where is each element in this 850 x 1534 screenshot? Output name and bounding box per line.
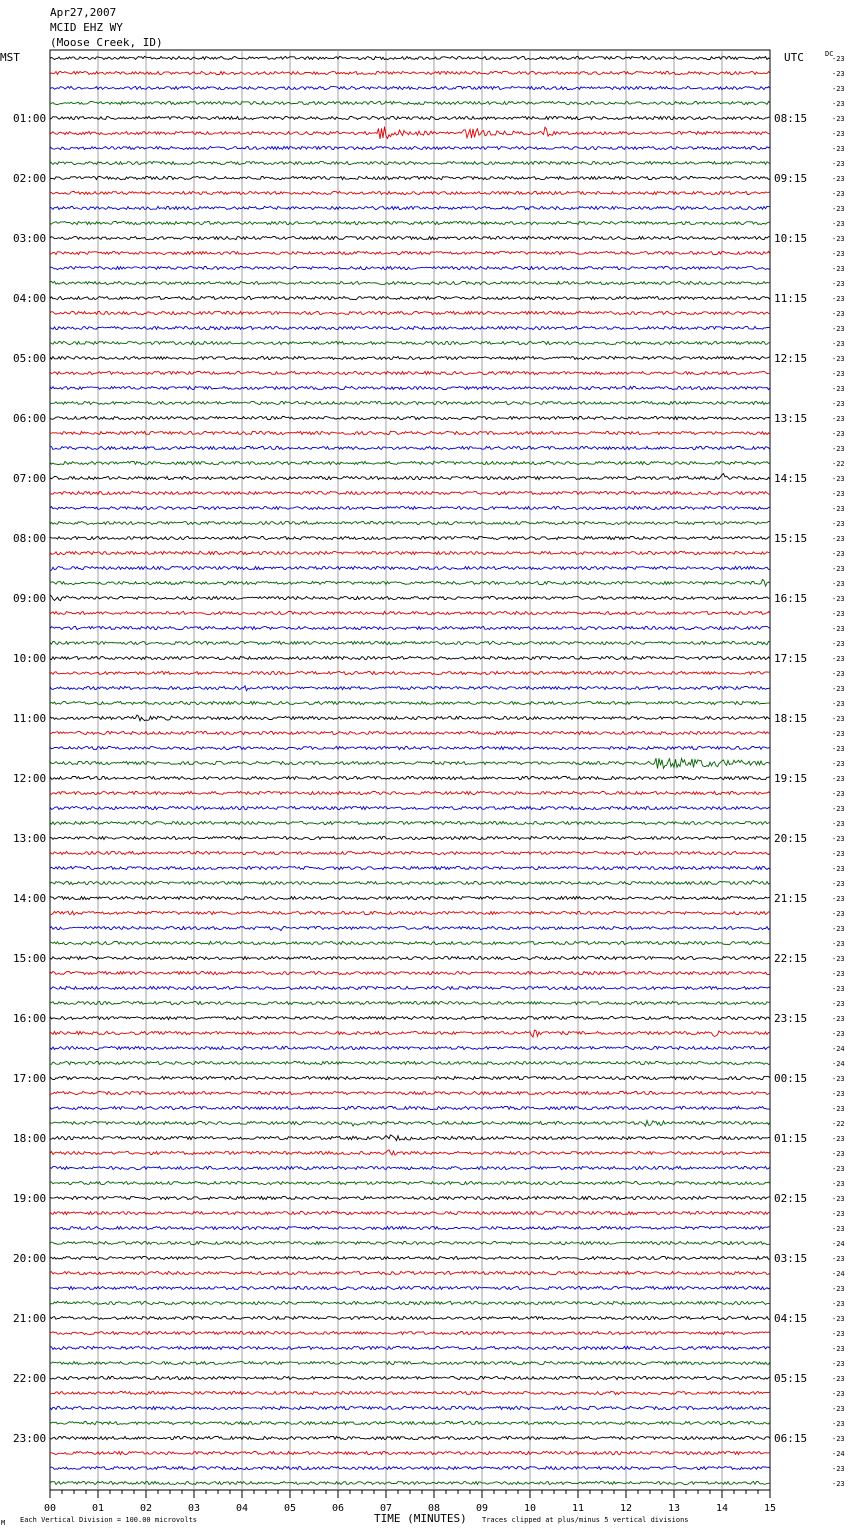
seismic-trace <box>50 1346 770 1349</box>
right-hour-label: 18:15 <box>774 712 808 725</box>
dc-offset-label: -23 <box>832 1210 845 1218</box>
seismic-trace <box>50 86 770 89</box>
x-tick-label: 03 <box>187 1503 201 1514</box>
seismic-trace <box>50 956 770 959</box>
seismic-trace <box>50 521 770 524</box>
dc-offset-label: -23 <box>832 760 845 768</box>
dc-offset-label: -23 <box>832 565 845 573</box>
right-hour-label: 03:15 <box>774 1252 808 1265</box>
seismic-trace <box>50 461 770 464</box>
seismic-trace <box>50 791 770 794</box>
left-hour-label: 10:00 <box>13 652 47 665</box>
x-tick-label: 07 <box>379 1503 393 1514</box>
seismic-trace <box>50 941 770 944</box>
left-hour-label: 08:00 <box>13 532 47 545</box>
dc-offset-label: -23 <box>832 1405 845 1413</box>
right-hour-label: 05:15 <box>774 1372 808 1385</box>
right-hour-label: 08:15 <box>774 112 808 125</box>
seismic-trace <box>50 866 770 869</box>
dc-offset-label: -23 <box>832 805 845 813</box>
seismic-trace <box>50 911 770 915</box>
seismic-trace <box>50 1361 770 1364</box>
seismic-trace <box>50 758 770 768</box>
dc-offset-label: -23 <box>832 610 845 618</box>
dc-offset-label: -23 <box>832 640 845 648</box>
dc-offset-label: -24 <box>832 1450 845 1458</box>
seismic-trace <box>50 116 770 119</box>
dc-offset-label: -23 <box>832 1180 845 1188</box>
seismic-trace <box>50 251 770 254</box>
dc-offset-label: -23 <box>832 775 845 783</box>
seismic-trace <box>50 836 770 839</box>
left-hour-label: 15:00 <box>13 952 47 965</box>
seismic-trace <box>50 971 770 974</box>
right-hour-label: 22:15 <box>774 952 808 965</box>
dc-offset-label: -23 <box>832 535 845 543</box>
dc-offset-label: -23 <box>832 115 845 123</box>
x-tick-label: 12 <box>619 1503 633 1514</box>
right-hour-label: 17:15 <box>774 652 808 665</box>
dc-offset-label: -23 <box>832 1300 845 1308</box>
dc-offset-label: -23 <box>832 700 845 708</box>
dc-offset-label: -23 <box>832 970 845 978</box>
seismic-trace <box>50 446 770 449</box>
left-hour-label: 09:00 <box>13 592 47 605</box>
dc-offset-label: -24 <box>832 1270 845 1278</box>
seismic-trace <box>50 1001 770 1004</box>
left-hour-label: 20:00 <box>13 1252 47 1265</box>
date-label: Apr27,2007 <box>50 6 117 19</box>
x-axis-title: TIME (MINUTES) <box>374 1512 467 1525</box>
seismic-trace <box>50 281 770 284</box>
seismic-trace <box>50 401 770 404</box>
dc-offset-label: -23 <box>832 985 845 993</box>
dc-offset-label: -23 <box>832 1000 845 1008</box>
dc-offset-label: -23 <box>832 1330 845 1338</box>
seismic-trace <box>50 611 770 614</box>
seismic-trace <box>50 746 770 749</box>
right-timezone-label: UTC <box>784 51 804 64</box>
trace-group <box>50 56 770 1484</box>
dc-offset-label: -23 <box>832 445 845 453</box>
dc-offset-label: -23 <box>832 670 845 678</box>
dc-offset-label: -23 <box>832 235 845 243</box>
seismic-trace <box>50 1076 770 1079</box>
seismic-trace <box>50 416 770 419</box>
seismic-trace <box>50 926 770 930</box>
dc-offset-label: -23 <box>832 415 845 423</box>
dc-offset-label: -23 <box>832 1195 845 1203</box>
dc-offset-label: -23 <box>832 220 845 228</box>
seismic-trace <box>50 161 770 164</box>
dc-offset-label: -23 <box>832 835 845 843</box>
seismic-trace <box>50 326 770 329</box>
dc-offset-label: -23 <box>832 880 845 888</box>
dc-offset-label: -23 <box>832 550 845 558</box>
x-tick-label: 15 <box>763 1503 777 1514</box>
right-hour-label: 04:15 <box>774 1312 808 1325</box>
seismic-trace <box>50 1376 770 1379</box>
seismic-trace <box>50 551 770 554</box>
seismic-trace <box>50 474 770 480</box>
x-tick-label: 10 <box>523 1503 537 1514</box>
dc-offset-label: -23 <box>832 340 845 348</box>
left-hour-label: 07:00 <box>13 472 47 485</box>
left-hour-label: 06:00 <box>13 412 47 425</box>
seismic-trace <box>50 776 770 779</box>
dc-offset-label: -23 <box>832 850 845 858</box>
seismic-trace <box>50 1030 770 1037</box>
x-axis <box>44 1490 776 1514</box>
seismic-trace <box>50 731 770 734</box>
dc-offset-label: -23 <box>832 1465 845 1473</box>
x-tick-label: 14 <box>715 1503 729 1514</box>
header <box>50 6 163 49</box>
dc-offset-label: -23 <box>832 190 845 198</box>
left-hour-label: 03:00 <box>13 232 47 245</box>
seismic-trace <box>50 1331 770 1334</box>
dc-offset-labels <box>832 55 845 1488</box>
right-hour-label: 00:15 <box>774 1072 808 1085</box>
left-hour-label: 17:00 <box>13 1072 47 1085</box>
seismic-trace <box>50 176 770 179</box>
seismic-trace <box>50 896 770 899</box>
left-hour-labels <box>13 112 46 1445</box>
dc-offset-label: -23 <box>832 1435 845 1443</box>
seismic-trace <box>50 1046 770 1049</box>
seismic-trace <box>50 806 770 809</box>
station-label: MCID EHZ WY <box>50 21 123 34</box>
seismic-trace <box>50 56 770 59</box>
dc-offset-label: -23 <box>832 745 845 753</box>
dc-offset-label: -23 <box>832 1255 845 1263</box>
right-hour-label: 11:15 <box>774 292 808 305</box>
dc-offset-label: -23 <box>832 1375 845 1383</box>
seismic-trace <box>50 341 770 344</box>
seismic-trace <box>50 1301 770 1304</box>
seismic-trace <box>50 266 770 269</box>
right-hour-label: 23:15 <box>774 1012 808 1025</box>
seismic-trace <box>50 1421 770 1424</box>
x-tick-label: 00 <box>43 1503 57 1514</box>
seismic-trace <box>50 986 770 989</box>
seismic-trace <box>50 686 770 691</box>
dc-offset-label: -23 <box>832 130 845 138</box>
seismic-trace <box>50 1436 770 1439</box>
seismic-trace <box>50 371 770 374</box>
dc-offset-label: -23 <box>832 1090 845 1098</box>
dc-offset-label: -23 <box>832 85 845 93</box>
x-tick-label: 13 <box>667 1503 681 1514</box>
dc-offset-label: -23 <box>832 790 845 798</box>
dc-offset-label: -23 <box>832 250 845 258</box>
seismic-trace <box>50 71 770 74</box>
dc-offset-label: -23 <box>832 1015 845 1023</box>
seismic-trace <box>50 701 770 704</box>
dc-offset-label: -23 <box>832 1345 845 1353</box>
dc-offset-label: -23 <box>832 370 845 378</box>
dc-offset-label: -23 <box>832 355 845 363</box>
seismic-trace <box>50 1196 770 1199</box>
seismic-trace <box>50 595 770 600</box>
dc-offset-label: -23 <box>832 1150 845 1158</box>
scale-note: Each Vertical Division = 100.00 microvolts <box>20 1516 198 1524</box>
seismic-trace <box>50 1150 770 1155</box>
scale-mark: M <box>1 1519 6 1527</box>
dc-offset-label: -23 <box>832 940 845 948</box>
seismic-trace <box>50 1241 770 1244</box>
left-timezone-label: MST <box>0 51 20 64</box>
dc-offset-label: -23 <box>832 910 845 918</box>
seismic-trace <box>50 431 770 434</box>
dc-offset-label: -23 <box>832 160 845 168</box>
x-tick-label: 02 <box>139 1503 153 1514</box>
left-hour-label: 12:00 <box>13 772 47 785</box>
left-hour-label: 02:00 <box>13 172 47 185</box>
dc-offset-label: -23 <box>832 175 845 183</box>
seismic-trace <box>50 881 770 885</box>
dc-label: DC <box>825 50 834 58</box>
x-tick-label: 06 <box>331 1503 345 1514</box>
dc-offset-label: -23 <box>832 1105 845 1113</box>
dc-offset-label: -23 <box>832 925 845 933</box>
dc-offset-label: -23 <box>832 265 845 273</box>
x-tick-label: 05 <box>283 1503 297 1514</box>
left-hour-label: 04:00 <box>13 292 47 305</box>
seismic-trace <box>50 1466 770 1469</box>
dc-offset-label: -23 <box>832 865 845 873</box>
dc-offset-label: -23 <box>832 715 845 723</box>
left-hour-label: 19:00 <box>13 1192 47 1205</box>
seismic-trace <box>50 821 770 824</box>
left-hour-label: 22:00 <box>13 1372 47 1385</box>
seismic-trace <box>50 1061 770 1064</box>
right-hour-label: 12:15 <box>774 352 808 365</box>
seismic-trace <box>50 641 770 644</box>
dc-offset-label: -23 <box>832 205 845 213</box>
seismic-trace <box>50 851 770 854</box>
x-tick-label: 11 <box>571 1503 585 1514</box>
dc-offset-label: -23 <box>832 730 845 738</box>
x-tick-label: 04 <box>235 1503 249 1514</box>
dc-offset-label: -23 <box>832 655 845 663</box>
left-hour-label: 14:00 <box>13 892 47 905</box>
dc-offset-label: -22 <box>832 1120 845 1128</box>
dc-offset-label: -23 <box>832 820 845 828</box>
right-hour-label: 14:15 <box>774 472 808 485</box>
seismic-trace <box>50 1016 770 1019</box>
seismic-trace <box>50 206 770 209</box>
left-hour-label: 01:00 <box>13 112 47 125</box>
left-hour-label: 23:00 <box>13 1432 47 1445</box>
seismic-trace <box>50 356 770 359</box>
x-tick-label: 01 <box>91 1503 105 1514</box>
seismic-trace <box>50 1391 770 1394</box>
seismic-trace <box>50 1121 770 1127</box>
seismic-trace <box>50 1271 770 1274</box>
seismic-trace <box>50 1226 770 1229</box>
left-hour-label: 18:00 <box>13 1132 47 1145</box>
right-hour-label: 21:15 <box>774 892 808 905</box>
dc-offset-label: -23 <box>832 325 845 333</box>
dc-offset-label: -23 <box>832 490 845 498</box>
seismic-trace <box>50 1286 770 1289</box>
seismic-trace <box>50 1451 770 1454</box>
dc-offset-label: -23 <box>832 1390 845 1398</box>
dc-offset-label: -23 <box>832 1360 845 1368</box>
seismic-trace <box>50 506 770 509</box>
dc-offset-label: -23 <box>832 1480 845 1488</box>
footer <box>1 1512 689 1527</box>
seismic-trace <box>50 1316 770 1319</box>
right-hour-label: 15:15 <box>774 532 808 545</box>
dc-offset-label: -24 <box>832 1240 845 1248</box>
dc-offset-label: -23 <box>832 310 845 318</box>
right-hour-label: 02:15 <box>774 1192 808 1205</box>
dc-offset-label: -23 <box>832 595 845 603</box>
seismic-trace <box>50 566 770 570</box>
dc-offset-label: -24 <box>832 1045 845 1053</box>
seismic-trace <box>50 296 770 299</box>
seismic-trace <box>50 491 770 494</box>
dc-offset-label: -23 <box>832 430 845 438</box>
dc-offset-label: -23 <box>832 1135 845 1143</box>
right-hour-label: 09:15 <box>774 172 808 185</box>
seismic-trace <box>50 536 770 539</box>
seismic-trace <box>50 127 770 139</box>
x-tick-label: 08 <box>427 1503 441 1514</box>
right-hour-label: 10:15 <box>774 232 808 245</box>
dc-offset-label: -23 <box>832 1285 845 1293</box>
seismic-trace <box>50 1481 770 1484</box>
seismic-trace <box>50 311 770 314</box>
seismic-trace <box>50 715 770 721</box>
seismic-trace <box>50 1106 770 1109</box>
dc-offset-label: -23 <box>832 100 845 108</box>
seismic-trace <box>50 191 770 194</box>
right-hour-label: 06:15 <box>774 1432 808 1445</box>
dc-offset-label: -23 <box>832 295 845 303</box>
clip-note: Traces clipped at plus/minus 5 vertical divisions <box>482 1516 689 1524</box>
seismic-trace <box>50 1135 770 1141</box>
dc-offset-label: -23 <box>832 1030 845 1038</box>
left-hour-label: 16:00 <box>13 1012 47 1025</box>
dc-offset-label: -22 <box>832 460 845 468</box>
x-tick-label: 09 <box>475 1503 489 1514</box>
seismic-trace <box>50 101 770 104</box>
dc-offset-label: -23 <box>832 685 845 693</box>
dc-offset-label: -23 <box>832 505 845 513</box>
right-hour-label: 01:15 <box>774 1132 808 1145</box>
dc-offset-label: -23 <box>832 475 845 483</box>
seismic-trace <box>50 386 770 389</box>
seismic-trace <box>50 1406 770 1409</box>
dc-offset-label: -23 <box>832 1075 845 1083</box>
dc-offset-label: -23 <box>832 400 845 408</box>
dc-offset-label: -23 <box>832 895 845 903</box>
seismic-trace <box>50 671 770 674</box>
right-hour-label: 16:15 <box>774 592 808 605</box>
left-hour-label: 13:00 <box>13 832 47 845</box>
right-hour-label: 19:15 <box>774 772 808 785</box>
dc-offset-label: -23 <box>832 1420 845 1428</box>
location-label: (Moose Creek, ID) <box>50 36 163 49</box>
seismic-trace <box>50 626 770 629</box>
dc-offset-label: -23 <box>832 580 845 588</box>
seismic-trace <box>50 1211 770 1214</box>
dc-offset-label: -23 <box>832 280 845 288</box>
dc-offset-label: -23 <box>832 955 845 963</box>
seismic-trace <box>50 236 770 239</box>
seismic-trace <box>50 221 770 224</box>
seismic-trace <box>50 1181 770 1184</box>
seismic-trace <box>50 1091 770 1094</box>
dc-offset-label: -23 <box>832 625 845 633</box>
dc-offset-label: -23 <box>832 1315 845 1323</box>
seismic-trace <box>50 1256 770 1259</box>
seismic-trace <box>50 579 770 586</box>
left-hour-label: 05:00 <box>13 352 47 365</box>
right-hour-label: 13:15 <box>774 412 808 425</box>
right-hour-label: 20:15 <box>774 832 808 845</box>
right-hour-labels <box>774 112 807 1445</box>
dc-offset-label: -23 <box>832 385 845 393</box>
dc-offset-label: -23 <box>832 70 845 78</box>
left-hour-label: 11:00 <box>13 712 47 725</box>
seismic-trace <box>50 146 770 149</box>
dc-offset-label: -23 <box>832 520 845 528</box>
seismic-trace <box>50 1166 770 1169</box>
left-hour-label: 21:00 <box>13 1312 47 1325</box>
dc-offset-label: -23 <box>832 1165 845 1173</box>
seismic-trace <box>50 656 770 659</box>
dc-offset-label: -23 <box>832 145 845 153</box>
dc-offset-label: -23 <box>832 1225 845 1233</box>
dc-offset-label: -23 <box>832 55 845 63</box>
dc-offset-label: -24 <box>832 1060 845 1068</box>
